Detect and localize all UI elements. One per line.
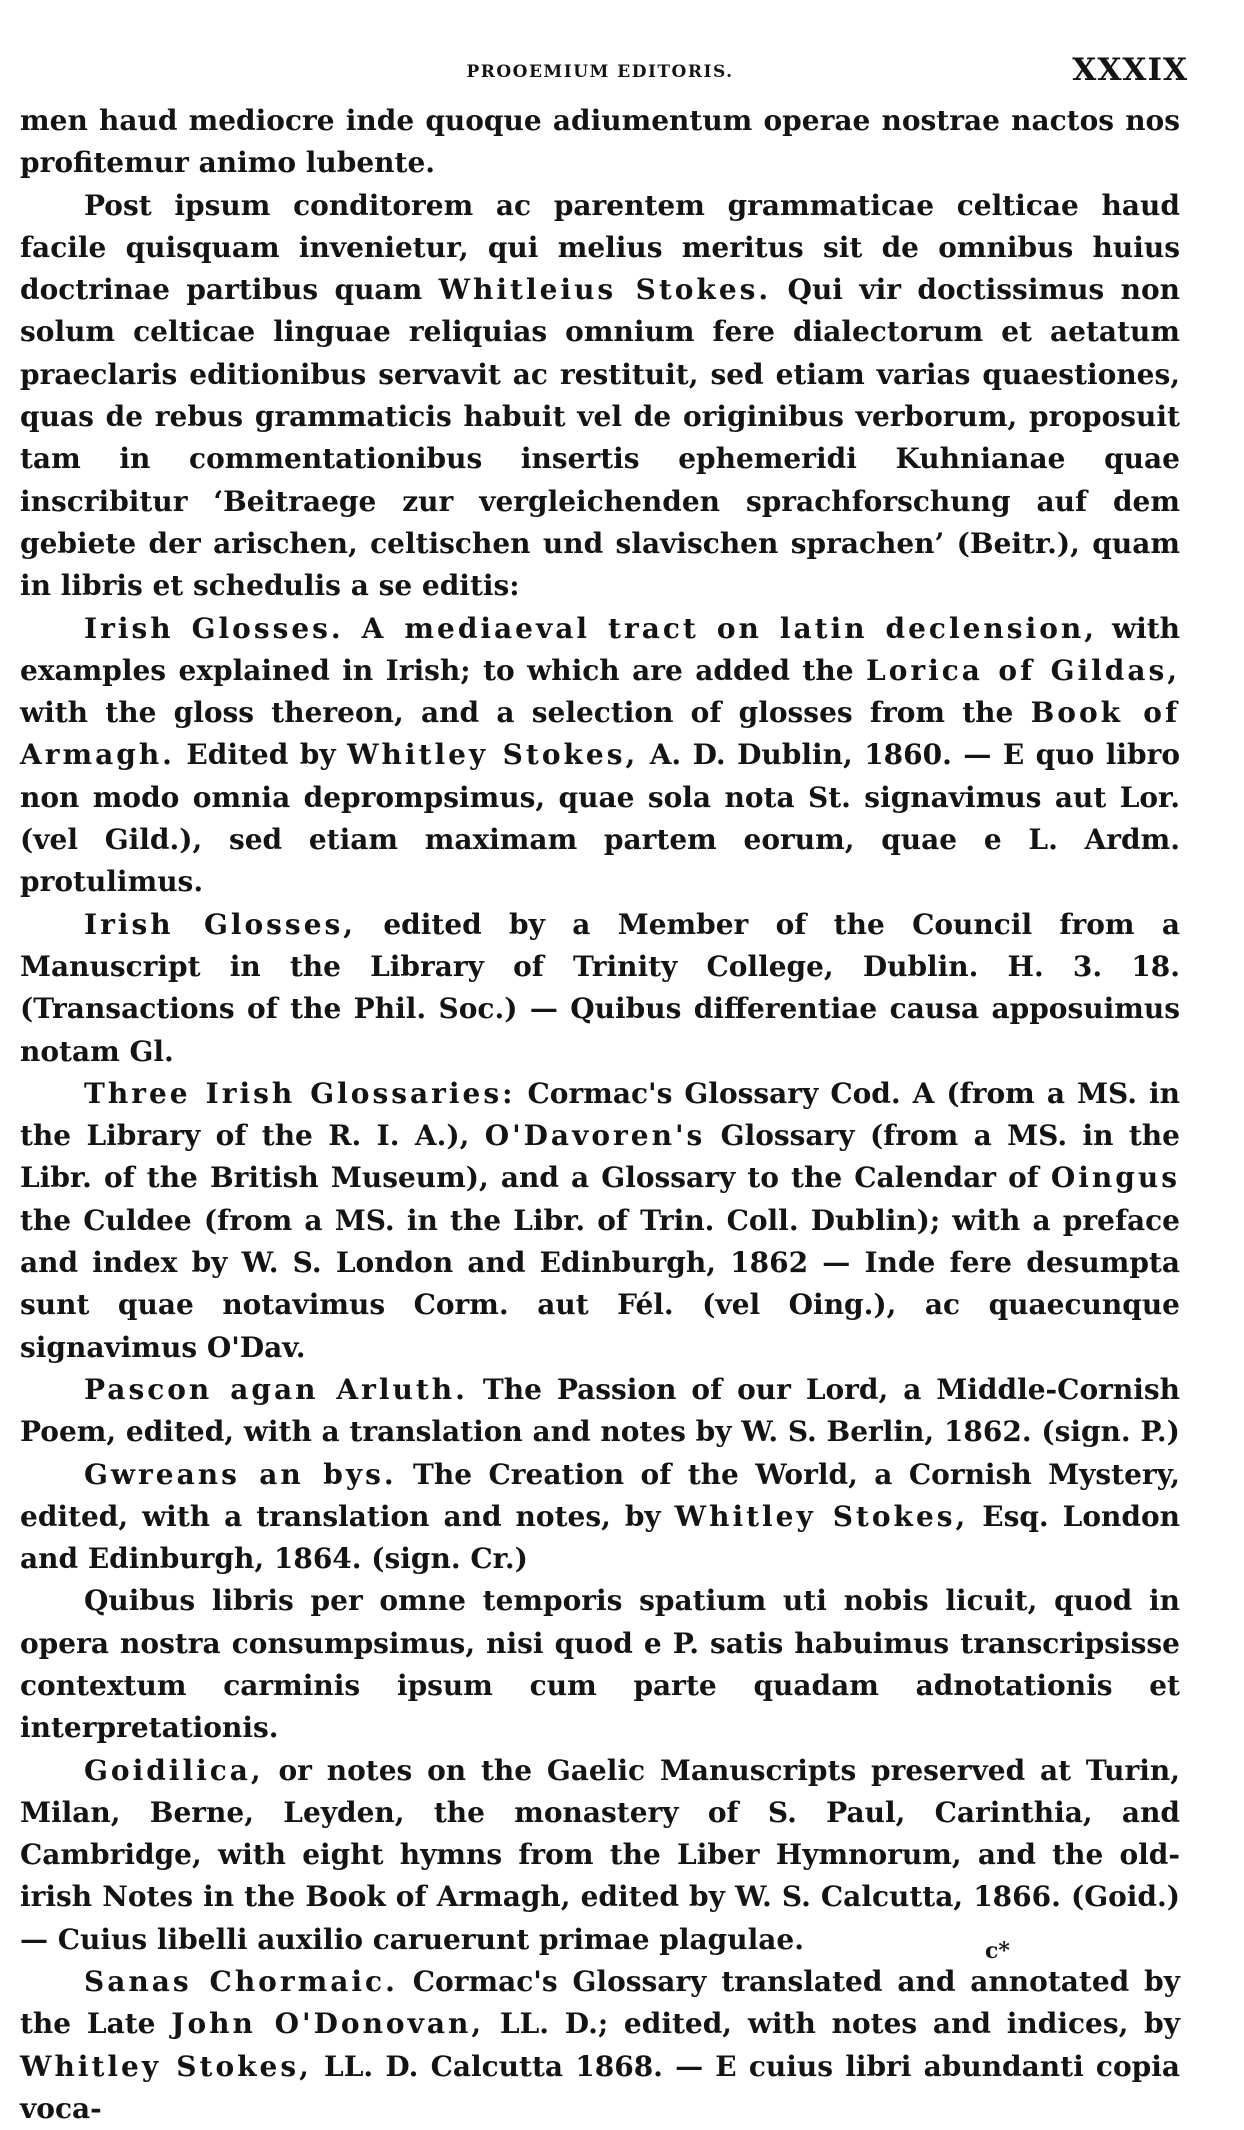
paragraph bbox=[20, 1961, 1180, 2130]
paragraph bbox=[20, 1369, 1180, 1454]
paragraph bbox=[20, 100, 1180, 185]
paragraph-text: with the gloss thereon, and a selection of glosses from the bbox=[20, 696, 1031, 730]
paragraph-text: LL. D.; edited, with notes and indices, by bbox=[484, 2007, 1180, 2041]
spaced-title-text: Book of Armagh. bbox=[20, 696, 1180, 772]
page-number: XXXIX bbox=[1072, 52, 1188, 88]
spaced-title-text: Gwreans an bys. bbox=[84, 1457, 397, 1491]
spaced-title-text: O'Davoren's bbox=[484, 1119, 706, 1153]
spaced-title-text: John O'Donovan, bbox=[171, 2007, 485, 2041]
spaced-title-text: Sanas Chormaic. bbox=[84, 1965, 398, 1999]
paragraph-text: LL. D. Calcutta 1868. — E cuius libri abundanti copia voca- bbox=[20, 2049, 1180, 2125]
paragraph-text: with examples explained in Irish; to which are added the bbox=[20, 611, 1181, 687]
paragraph bbox=[20, 1454, 1180, 1581]
paragraph bbox=[20, 1073, 1180, 1369]
paragraph-text: the Culdee (from a MS. in the Libr. of Trin. Coll. Dublin); with a preface and index by W. S. London and Edinburgh, 1862 — Inde fere desumpta sunt quae notavimus Corm. aut Fél. (vel Oing.), ac quaecunque signavimus O'Dav. bbox=[20, 1203, 1180, 1364]
spaced-title-text: Whitleius Stokes. bbox=[438, 273, 772, 307]
paragraph-text: or notes on the Gaelic Manuscripts preserved at Turin, Milan, Berne, Leyden, the monastery of S. Paul, Carinthia, and Cambridge, with eight hymns from the Liber Hymnorum, and the old-irish Notes in the Book of Armagh, edited by W. S. Calcutta, 1866. (Goid.) — Cuius libelli auxilio caruerunt primae plagulae. bbox=[20, 1753, 1180, 1956]
paragraph-text: edited by a Member of the Council from a Manuscript in the Library of Trinity College, Dublin. H. 3. 18. (Transactions of the Phil. Soc.) — Quibus differentiae causa apposuimus notam Gl. bbox=[20, 907, 1181, 1068]
paragraph-text: The Passion of our Lord, a Middle-Cornish Poem, edited, with a translation and notes by W. S. Berlin, 1862. (sign. P.) bbox=[20, 1372, 1180, 1449]
paragraph-text: A. D. Dublin, 1860. — E quo libro non modo omnia deprompsimus, quae sola nota St. signavimus aut Lor. (vel Gild.), sed etiam maximam partem eorum, quae e L. Ardm. protulimus. bbox=[20, 738, 1180, 899]
paragraph-text: Qui vir doctissimus non solum celticae linguae reliquias omnium fere dialectorum et aetatum praeclaris editionibus servavit ac restituit, sed etiam varias quaestiones, quas de rebus grammaticis habuit vel de originibus verborum, proposuit tam in commentationibus insertis ephemeridi Kuhnianae quae inscribitur ‘Beitraege zur vergleichenden sprachforschung auf dem gebiete der arischen, celtischen und slavischen sprachen’ (Beitr.), quam in libris et schedulis a se editis: bbox=[20, 273, 1180, 603]
spaced-title-text: Oingus bbox=[1050, 1161, 1180, 1195]
paragraph bbox=[20, 1750, 1180, 1961]
paragraph bbox=[20, 904, 1180, 1073]
paragraph-text: Cormac's Glossary translated and annotated by the Late bbox=[20, 1965, 1181, 2041]
paragraph bbox=[20, 185, 1180, 608]
body-text bbox=[20, 100, 1180, 2130]
signature-mark: c* bbox=[985, 1938, 1010, 1964]
spaced-title-text: Lorica of Gildas, bbox=[866, 653, 1180, 687]
spaced-title-text: Goidilica, bbox=[84, 1753, 264, 1787]
paragraph-text: Cormac's Glossary Cod. A (from a MS. in the Library of the R. I. A.), bbox=[20, 1076, 1180, 1153]
paragraph-text: men haud mediocre inde quoque adiumentum operae nostrae nactos nos profitemur animo lubente. bbox=[20, 104, 1180, 180]
spaced-title-text: Pascon agan Arluth. bbox=[84, 1372, 468, 1406]
spaced-title-text: Whitley Stokes, bbox=[347, 738, 639, 772]
paragraph-text: Quibus libris per omne temporis spatium uti nobis licuit, quod in opera nostra consumpsimus, nisi quod e P. satis habuimus transcripsisse contextum carminis ipsum cum parte quadam adnotationis et interpretationis. bbox=[20, 1584, 1180, 1745]
paragraph-text: Esq. London and Edinburgh, 1864. (sign. Cr.) bbox=[20, 1499, 1180, 1576]
paragraph bbox=[20, 608, 1180, 904]
spaced-title-text: Three Irish Glossaries: bbox=[84, 1076, 516, 1110]
running-head bbox=[20, 42, 1188, 100]
paragraph bbox=[20, 1580, 1180, 1749]
spaced-title-text: Irish Glosses. A mediaeval tract on latin declension, bbox=[84, 611, 1097, 645]
paragraph-text: Glossary (from a MS. in the Libr. of the British Museum), and a Glossary to the Calendar of bbox=[20, 1119, 1180, 1195]
spaced-title-text: Whitley Stokes, bbox=[20, 2049, 312, 2083]
running-title: PROOEMIUM EDITORIS. bbox=[466, 62, 734, 82]
spaced-title-text: Irish Glosses, bbox=[84, 907, 357, 941]
paragraph-text: Edited by bbox=[174, 738, 348, 772]
spaced-title-text: Whitley Stokes, bbox=[674, 1499, 969, 1533]
paragraph-text: Post ipsum conditorem ac parentem grammaticae celticae haud facile quisquam invenietur, qui melius meritus sit de omnibus huius doctrinae partibus quam bbox=[20, 188, 1180, 307]
paragraph-text: The Creation of the World, a Cornish Mystery, edited, with a translation and notes, by bbox=[20, 1457, 1181, 1533]
page bbox=[20, 42, 1188, 2130]
